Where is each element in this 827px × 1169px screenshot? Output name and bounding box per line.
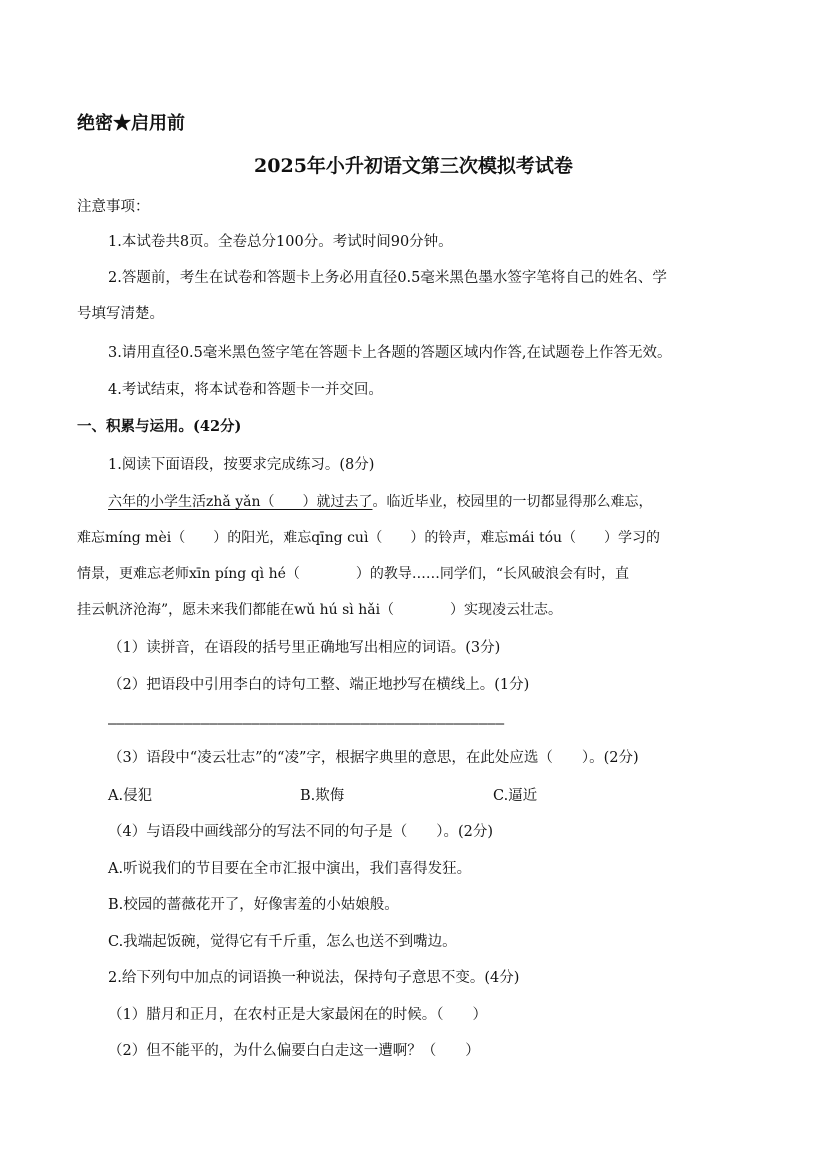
question-2-stem: 2.给下列句中加点的词语换一种说法，保持句子意思不变。(4分) [108,970,520,986]
passage-line-1-rest: 。临近毕业，校园里的一切都显得那么难忘， [372,494,653,510]
q1-sub3-option-c: C.逼近 [493,788,538,804]
q1-sub4-option-a: A.听说我们的节目要在全市汇报中演出，我们喜得发狂。 [108,861,472,877]
q2-sub1: （1）腊月和正月，在农村正是大家最闲在的时候。（ ） [108,1007,487,1023]
notice-item-1: 1.本试卷共8页。全卷总分100分。考试时间90分钟。 [108,234,453,250]
q2-sub2: （2）但不能平的，为什么偏要白白走这一遭啊？（ ） [108,1043,480,1059]
notice-heading: 注意事项： [77,199,150,215]
underlined-sentence: 六年的小学生活zhǎ yǎn（ ）就过去了 [108,494,373,510]
section-1-heading: 一、积累与运用。(42分) [77,418,242,435]
q1-sub4: （4）与语段中画线部分的写法不同的句子是（ ）。(2分) [108,824,494,840]
notice-item-2-cont: 号填写清楚。 [77,306,164,322]
notice-item-3: 3.请用直径0.5毫米黑色签字笔在答题卡上各题的答题区域内作答,在试题卷上作答无效。 [108,345,672,361]
notice-item-2: 2.答题前，考生在试卷和答题卡上务必用直径0.5毫米黑色墨水签字笔将自己的姓名、学 [108,270,667,286]
passage-line-2: 难忘míng mèi（ ）的阳光，难忘qīng cuì（ ）的铃声，难忘mái tóu（ ）学习的 [77,530,661,546]
q1-sub1: （1）读拼音，在语段的括号里正确地写出相应的词语。(3分) [108,640,501,656]
passage-line-1 [108,492,652,512]
answer-line: ——————————————————————————————————————————————— [108,716,505,732]
exam-title: 2025年小升初语文第三次模拟考试卷 [254,155,573,177]
notice-item-4: 4.考试结束，将本试卷和答题卡一并交回。 [108,382,383,398]
q1-sub2: （2）把语段中引用李白的诗句工整、端正地抄写在横线上。(1分) [108,677,530,693]
q1-sub3-option-a: A.侵犯 [108,788,153,804]
confidential-label: 绝密★启用前 [77,113,185,134]
q1-sub3: （3）语段中“凌云壮志”的“凌”字，根据字典里的意思，在此处应选（ ）。(2分) [108,750,639,766]
q1-sub4-option-b: B.校园的蔷薇花开了，好像害羞的小姑娘般。 [108,897,399,913]
question-1-stem: 1.阅读下面语段，按要求完成练习。(8分) [108,457,375,473]
q1-sub4-option-c: C.我端起饭碗，觉得它有千斤重，怎么也送不到嘴边。 [108,934,457,950]
passage-line-3: 情景，更难忘老师xīn píng qì hé（ ）的教导……同学们，“长风破浪会有时，直 [77,566,630,582]
passage-line-4: 挂云帆济沧海”，愿未来我们都能在wǔ hú sì hǎi（ ）实现凌云壮志。 [77,602,563,618]
q1-sub3-option-b: B.欺侮 [300,788,345,804]
